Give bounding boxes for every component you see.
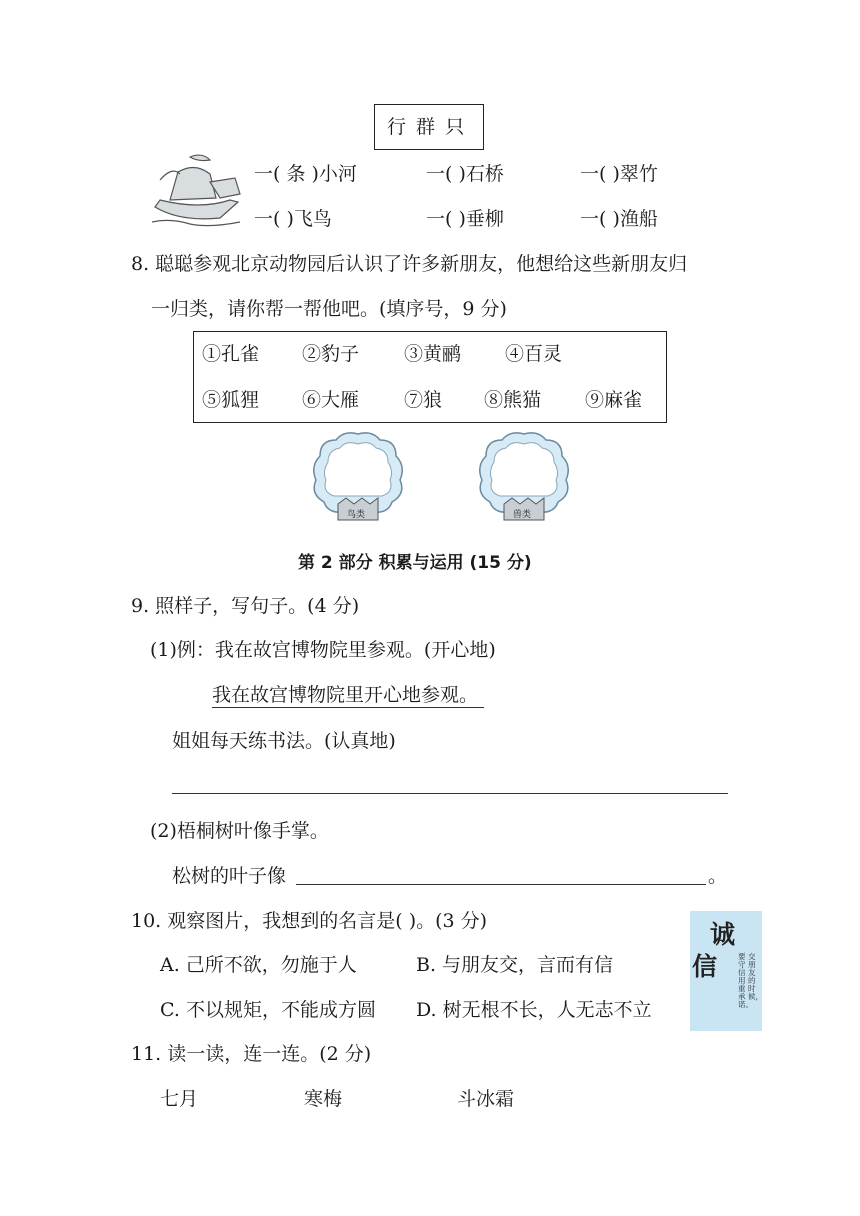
question-11-title: 11. 读一读，连一连。(2 分) xyxy=(131,1043,372,1065)
word-choice-box xyxy=(374,104,484,150)
animal-option: ②豹子 xyxy=(302,343,360,365)
measure-word-blank[interactable]: 一( )石桥 xyxy=(426,163,504,185)
section-title: 第 2 部分 积累与运用 (15 分) xyxy=(298,553,532,573)
tree-label: 鸟类 xyxy=(347,510,366,520)
match-item[interactable]: 七月 xyxy=(160,1088,199,1110)
measure-word-blank[interactable]: 一( )飞鸟 xyxy=(254,208,332,230)
rewrite-question: 姐姐每天练书法。(认真地) xyxy=(172,730,396,752)
animal-option: ①孔雀 xyxy=(202,343,260,365)
answer-line[interactable] xyxy=(296,884,706,885)
example-prompt: (1)例：我在故宫博物院里参观。(开心地) xyxy=(150,639,496,661)
bird-category-tree[interactable] xyxy=(308,428,408,528)
animal-option: ⑧熊猫 xyxy=(484,389,542,411)
card-poem: 交朋友的时候， xyxy=(748,952,763,1001)
animal-option: ④百灵 xyxy=(505,343,563,365)
tree-label: 兽类 xyxy=(513,510,532,520)
word-choices: 行 群 只 xyxy=(387,116,467,138)
animal-option: ⑦狼 xyxy=(404,389,443,411)
example-answer: 我在故宫博物院里开心地参观。 xyxy=(212,683,484,708)
measure-word-blank: 一( 条 )小河 xyxy=(254,163,357,185)
card-char: 诚 xyxy=(710,920,736,949)
boat-illustration xyxy=(150,152,245,232)
beast-category-tree[interactable] xyxy=(474,428,574,528)
match-item[interactable]: 寒梅 xyxy=(304,1088,343,1110)
animal-option: ③黄鹂 xyxy=(404,343,462,365)
question-8-line1: 8. 聪聪参观北京动物园后认识了许多新朋友，他想给这些新朋友归 xyxy=(131,253,688,275)
animal-option: ⑨麻雀 xyxy=(585,389,643,411)
answer-line[interactable] xyxy=(172,793,728,794)
simile-stem: 松树的叶子像 xyxy=(172,865,287,887)
sentence-end: 。 xyxy=(708,865,728,887)
animal-options-box xyxy=(193,331,667,423)
animal-option: ⑤狐狸 xyxy=(202,389,260,411)
measure-word-blank[interactable]: 一( )渔船 xyxy=(580,208,658,230)
choice-d[interactable]: D. 树无根不长，人无志不立 xyxy=(416,999,652,1021)
card-char: 信 xyxy=(692,952,718,981)
integrity-picture-card xyxy=(690,911,762,1031)
question-10-title: 10. 观察图片，我想到的名言是( )。(3 分) xyxy=(131,910,488,932)
measure-word-blank[interactable]: 一( )翠竹 xyxy=(580,163,658,185)
choice-c[interactable]: C. 不以规矩，不能成方圆 xyxy=(160,999,376,1021)
simile-prompt: (2)梧桐树叶像手掌。 xyxy=(150,820,329,842)
measure-word-blank[interactable]: 一( )垂柳 xyxy=(426,208,504,230)
choice-b[interactable]: B. 与朋友交，言而有信 xyxy=(416,954,614,976)
question-8-line2: 一归类，请你帮一帮他吧。(填序号，9 分) xyxy=(151,298,507,320)
question-9-title: 9. 照样子，写句子。(4 分) xyxy=(131,595,360,617)
card-poem: 要守信用重承诺。 xyxy=(738,952,753,1009)
animal-option: ⑥大雁 xyxy=(302,389,360,411)
match-item[interactable]: 斗冰霜 xyxy=(457,1088,515,1110)
choice-a[interactable]: A. 己所不欲，勿施于人 xyxy=(160,954,357,976)
